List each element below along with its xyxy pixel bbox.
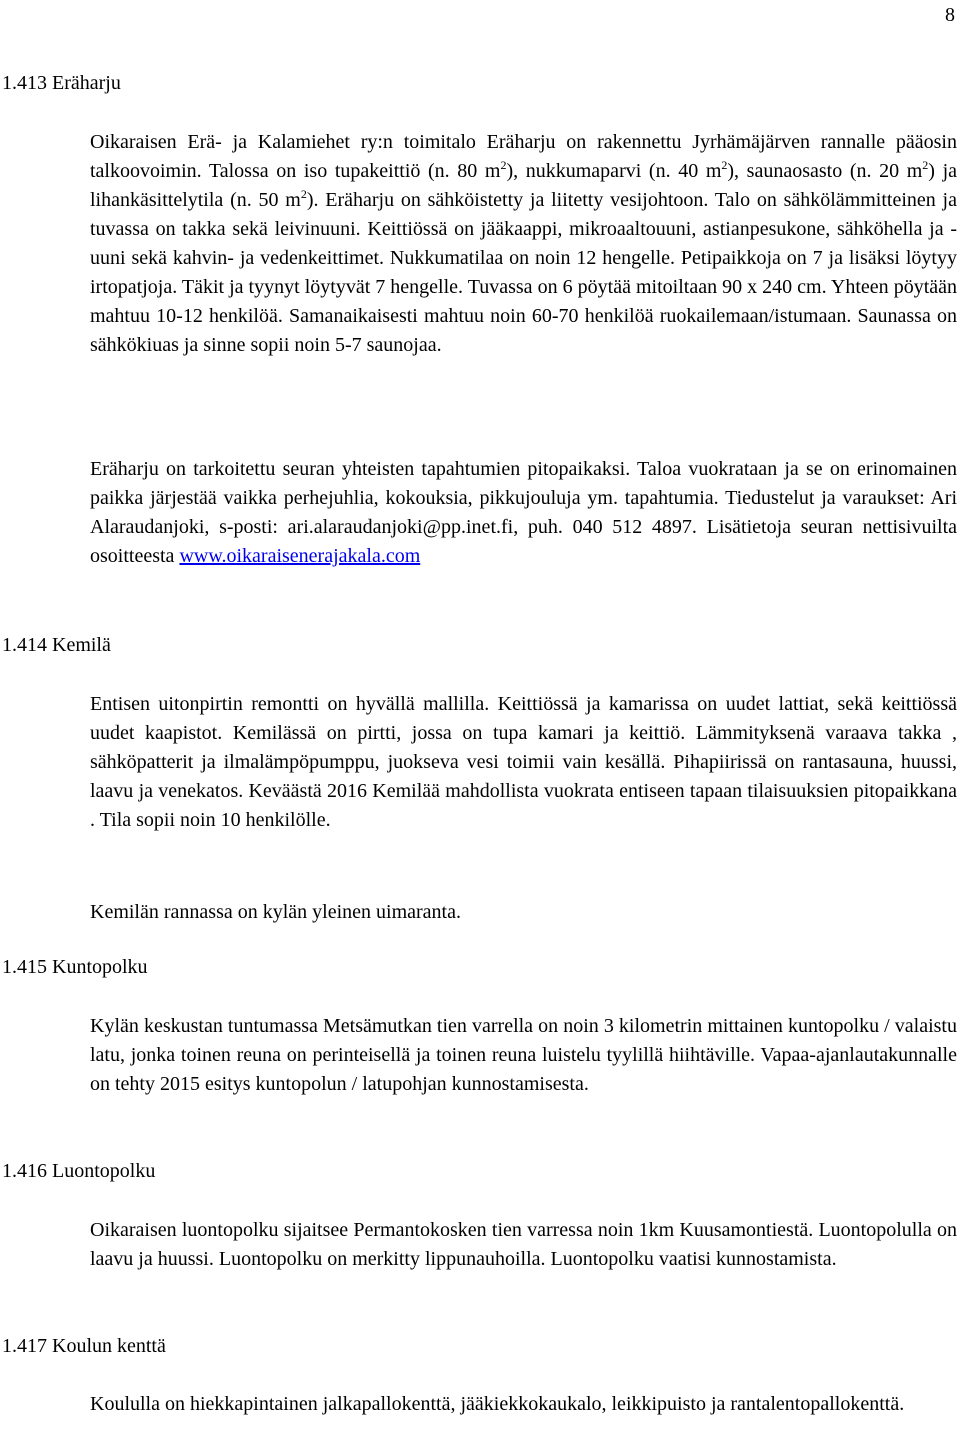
text-segment: Oikaraisen Erä- ja Kalamiehet ry:n toimitalo Eräharju on rakennettu Jyrhämäjärven rannalle pääosin talkoovoimin. Talossa on iso tupakeittiö (n. 80 m <box>90 131 957 182</box>
eraharju-paragraph-1 <box>90 128 957 360</box>
section-heading-luontopolku: 1.416 Luontopolku <box>2 1160 156 1182</box>
superscript: 2 <box>500 158 507 172</box>
kemila-paragraph-1: Entisen uitonpirtin remontti on hyvällä mallilla. Keittiössä ja kamarissa on uudet lattiat, sekä keittiössä uudet kaapistot. Kemilässä on pirtti, jossa on tupa kamari ja keittiö. Lämmityksenä varaava takka , sähköpatterit ja ilmalämpöpumppu, juokseva vesi toimii vain kesällä. Pihapiirissä on rantasauna, huussi, laavu ja venekatos. Keväästä 2016 Kemilää mahdollista vuokrata entiseen tapaan tilaisuuksien pitopaikkana . Tila sopii noin 10 henkilölle. <box>90 693 957 831</box>
website-link[interactable]: www.oikaraisenerajakala.com <box>179 545 421 567</box>
superscript: 2 <box>922 158 929 172</box>
kemila-paragraph-2: Kemilän rannassa on kylän yleinen uimaranta. <box>90 901 461 923</box>
koulun-kentta-paragraph-1: Koululla on hiekkapintainen jalkapallokenttä, jääkiekkokaukalo, leikkipuisto ja rantalentopallokenttä. <box>90 1393 905 1415</box>
text-segment: ), saunaosasto (n. 20 m <box>727 160 923 182</box>
section-heading-koulun-kentta: 1.417 Koulun kenttä <box>2 1335 166 1357</box>
eraharju-paragraph-2 <box>90 455 957 571</box>
text-segment: Eräharju on tarkoitettu seuran yhteisten tapahtumien pitopaikaksi. Taloa vuokrataan ja se on erinomainen paikka järjestää vaikka perhejuhlia, kokouksia, pikkujouluja ym. tapahtumia. Tiedustelut ja varaukset: Ari Alaraudanjoki, s-posti: ari.alaraudanjoki@pp.inet.fi, puh. 040 512 4897. Lisätietoja seuran nettisivuilta osoitteesta <box>90 458 957 567</box>
section-heading-kemila: 1.414 Kemilä <box>2 634 111 656</box>
luontopolku-paragraph-1: Oikaraisen luontopolku sijaitsee Permantokosken tien varressa noin 1km Kuusamontiestä. Luontopolulla on laavu ja huussi. Luontopolku on merkitty lippunauhoilla. Luontopolku vaatisi kunnostamista. <box>90 1219 957 1270</box>
text-segment: ) ja lihankäsittelytila (n. 50 m <box>90 160 958 211</box>
section-heading-eraharju: 1.413 Eräharju <box>2 72 121 94</box>
text-segment: ), nukkumaparvi (n. 40 m <box>506 160 722 182</box>
kuntopolku-paragraph-1: Kylän keskustan tuntumassa Metsämutkan tien varrella on noin 3 kilometrin mittainen kuntopolku / valaistu latu, jonka toinen reuna on perinteisellä ja toinen reuna luistelu tyylillä hiihtäville. Vapaa-ajanlautakunnalle on tehty 2015 esitys kuntopolun / latupohjan kunnostamisesta. <box>90 1015 957 1095</box>
page-number: 8 <box>945 4 955 26</box>
text-segment: ). Eräharju on sähköistetty ja liitetty vesijohtoon. Talo on sähkölämmitteinen ja tuvassa on takka sekä leivinuuni. Keittiössä on jääkaappi, mikroaaltouuni, astianpesukone, sähköhella ja -uuni sekä kahvin- ja vedenkeittimet. Nukkumatilaa on noin 12 hengelle. Petipaikkoja on 7 ja lisäksi löytyy irtopatjoja. Täkit ja tyynyt löytyvät 7 hengelle. Tuvassa on 6 pöytää mitoiltaan 90 x 240 cm. Yhteen pöytään mahtuu 10-12 henkilöä. Samanaikaisesti mahtuu noin 60-70 henkilöä ruokailemaan/istumaan. Saunassa on sähkökiuas ja sinne sopii noin 5-7 saunojaa. <box>90 189 957 356</box>
section-heading-kuntopolku: 1.415 Kuntopolku <box>2 956 148 978</box>
superscript: 2 <box>300 187 307 201</box>
superscript: 2 <box>721 158 728 172</box>
